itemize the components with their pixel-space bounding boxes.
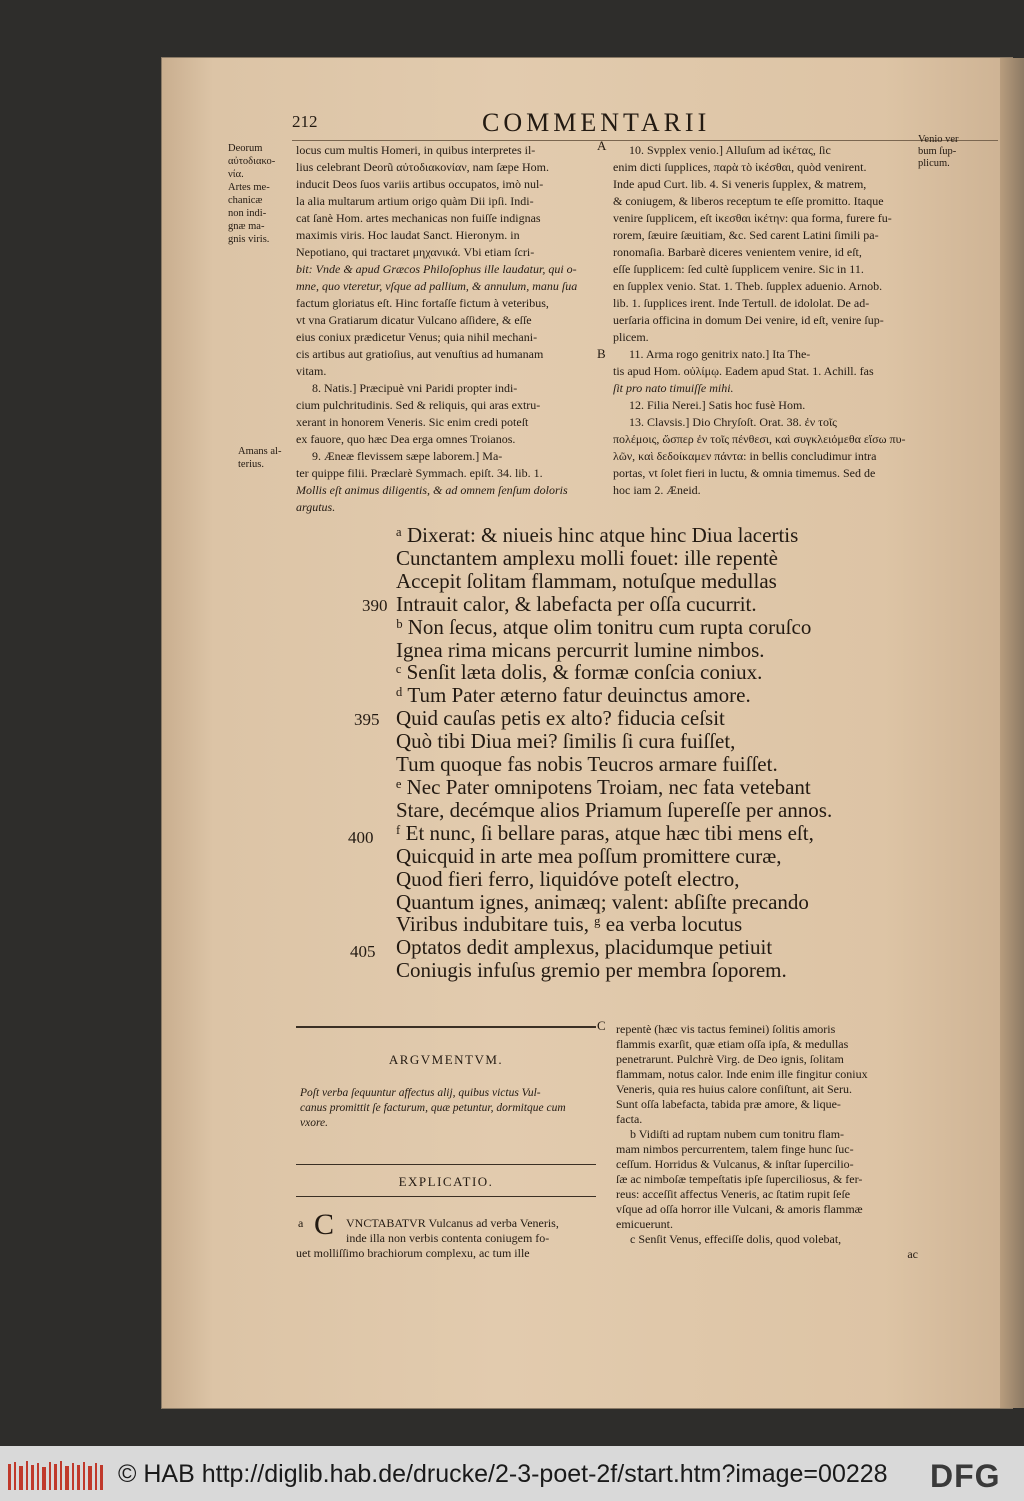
text-line: en ſupplex venio. Stat. 1. Theb. ſupplex aduenio. Arnob.	[613, 279, 883, 293]
text-line: canus promittit ſe facturum, quæ petuntur, dormitque cum	[300, 1102, 566, 1114]
text-line: b Vidiſti ad ruptam nubem cum tonitru flam-	[630, 1127, 845, 1141]
text-line: rorem, ſæuire ſæuitiam, &c. Sed carent Latini ſimili pa-	[613, 228, 879, 242]
note-line: plicum.	[918, 158, 950, 169]
text-line: 8. Natis.] Præcipuè vni Paridi propter indi-	[312, 381, 518, 395]
text-line: flammam, notus calor. Inde enim ille fingitur coniux	[616, 1067, 868, 1081]
page-number: 212	[292, 112, 318, 131]
text-line: ter quippe filii. Præclarè Symmach. epiſt. 34. lib. 1.	[296, 466, 543, 480]
verse-line: Intrauit calor, & labefacta per oſſa cucurrit.	[396, 591, 757, 616]
note-line: Venio ver	[918, 134, 959, 145]
margin-letter-c: C	[597, 1018, 606, 1033]
verse-line: ᵇ Non ſecus, atque olim tonitru cum rupta coruſco	[396, 614, 812, 639]
text-line: vſque ad oſſa horror ille Vulcani, & amoris flammæ	[616, 1202, 863, 1216]
verse-line: ᶠ Et nunc, ſi bellare paras, atque hæc tibi mens eſt,	[396, 820, 814, 845]
verse-line: ᶜ Senſit læta dolis, & formæ conſcia coniux.	[396, 660, 763, 685]
head-rule	[292, 140, 998, 141]
text-line: cium pulchritudinis. Sed & reliquis, qui aras extru-	[296, 398, 541, 412]
note-line: Amans al-	[238, 446, 282, 457]
text-line: vt vna Gratiarum dicatur Vulcano aſſidere, & eſſe	[296, 313, 532, 327]
text-line: reus: acceſſit affectus Veneris, ac ſtatim rupit ſeſe	[616, 1187, 851, 1201]
explicatio-text	[296, 1216, 596, 1261]
text-line: flammis exarſit, quæ etiam oſſa ipſa, & medullas	[616, 1037, 849, 1051]
text-line: uet molliſſimo brachiorum complexu, ac tum ille	[296, 1246, 530, 1260]
text-line: maximis viris. Hoc laudat Sanct. Hieronym. in	[296, 228, 520, 242]
note-line: terius.	[238, 459, 264, 470]
text-line: inducit Deos ſuos variis artibus occupatos, imò nul-	[296, 177, 544, 191]
page-spine	[1000, 58, 1024, 1408]
verse-line: Quid cauſas petis ex alto? fiducia ceſsit	[396, 706, 725, 731]
text-line: facta.	[616, 1112, 643, 1126]
left-margin-note-deorum	[228, 142, 292, 246]
text-line: ex fauore, quo hæc Dea erga omnes Troianos.	[296, 432, 516, 446]
text-line: plicem.	[613, 330, 649, 344]
text-line: la alia multarum artium origo quàm Dii ipſi. Indi-	[296, 194, 534, 208]
section-rule	[296, 1026, 596, 1028]
text-line: 12. Filia Nerei.] Satis hoc fusè Hom.	[629, 398, 806, 412]
verse-line: Quò tibi Diua mei? ſimilis ſi cura fuiſſet,	[396, 729, 736, 754]
text-line: VNCTABATVR Vulcanus ad verba Veneris,	[346, 1216, 559, 1230]
text-line: ſit pro nato timuiſſe mihi.	[613, 381, 734, 395]
text-line: cis artibus aut gratioſius, aut venuſtius ad humanam	[296, 347, 544, 361]
text-line: eius coniux prædicetur Venus; quia nihil mechani-	[296, 330, 538, 344]
barcode-icon	[8, 1460, 104, 1492]
text-line: vxore.	[300, 1117, 328, 1129]
verse-line: ᵉ Nec Pater omnipotens Troiam, nec fata vetebant	[396, 774, 811, 799]
text-line: λῶν, καὶ δεδοίκαμεν πάντα: in bellis concludimur intra	[613, 449, 877, 463]
margin-letter-b: B	[597, 346, 606, 361]
text-line: hoc iam 2. Æneid.	[613, 483, 701, 497]
verse-line: Stare, decémque alios Priamum ſupereſſe per annos.	[396, 797, 833, 822]
text-line: bit: Vnde & apud Græcos Philoſophus ille laudatur, qui o-	[296, 262, 577, 276]
note-line: Deorum	[228, 143, 263, 154]
note-line: νία.	[228, 169, 244, 180]
text-line: portas, vt ſolet fieri in luctu, & omnia timemus. Sed de	[613, 466, 876, 480]
verse-line: Ignea rima micans percurrit lumine nimbos.	[396, 637, 765, 662]
verse-line: Optatos dedit amplexus, placidumque petiuit	[396, 935, 773, 960]
note-line: αὐτοδιακο-	[228, 156, 276, 167]
text-line: ceſſum. Horridus & Vulcanus, & inſtar ſupercilio-	[616, 1157, 854, 1171]
text-line: Nepotiano, qui tractaret μηχανικά. Vbi etiam ſcri-	[296, 245, 535, 259]
commentary-right-lower	[616, 1022, 918, 1262]
text-line: Poſt verba ſequuntur affectus alij, quibus victus Vul-	[300, 1087, 541, 1099]
verse-number: 405	[350, 942, 376, 961]
text-line: Mollis eſt animus diligentis, & ad omnem ſenſum doloris	[296, 483, 568, 497]
text-line: lius celebrant Deorũ αὐτοδιακονίαν, nam ſæpe Hom.	[296, 160, 549, 174]
text-line: Veneris, quia res huius calore conſiſtunt, ait Seru.	[616, 1082, 852, 1096]
note-line: chanicæ	[228, 195, 263, 206]
note-line: non indi-	[228, 208, 267, 219]
verse-line: Tum quoque fas nobis Teucros armare fuiſſet.	[396, 752, 778, 777]
commentary-right-column	[613, 142, 918, 499]
text-line: vitam.	[296, 364, 327, 378]
right-margin-note	[918, 134, 998, 170]
running-head: COMMENTARII	[482, 108, 711, 137]
text-line: πολέμοις, ὥσπερ ἐν τοῖς πένθεσι, καὶ συγκλειόμεθα εἴσω πυ-	[613, 432, 906, 446]
text-line: 13. Clavsis.] Dio Chryſoſt. Orat. 38. ἐν τοῖς	[629, 415, 837, 429]
drop-cap: C	[314, 1208, 335, 1241]
text-line: eſſe ſupplicem: ſed cultè ſupplicem venire. Sic in 11.	[613, 262, 864, 276]
text-line: enim dicti ſupplices, παρὰ τὸ ἱκέσθαι, quòd venirent.	[613, 160, 867, 174]
verse-line: Quod fieri ferro, liquidóve poteſt electro,	[396, 866, 740, 891]
note-line: gnis viris.	[228, 234, 270, 245]
section-rule	[296, 1164, 596, 1165]
text-line: lib. 1. ſupplices irent. Inde Tertull. de idololat. De ad-	[613, 296, 870, 310]
verse-line: Quicquid in arte mea poſſum promittere curæ,	[396, 843, 782, 868]
text-line: Sunt oſſa labefacta, tabida præ amore, & lique-	[616, 1097, 841, 1111]
text-line: Inde apud Curt. lib. 4. Si veneris ſupplex, & matrem,	[613, 177, 867, 191]
text-line: mne, quo vteretur, vſque ad pallium, & annulum, manu ſua	[296, 279, 578, 293]
text-line: ronomaſia. Barbarè diceres venientem venire, id eſt,	[613, 245, 862, 259]
text-line: repentè (hæc vis tactus feminei) ſolitis amoris	[616, 1022, 836, 1036]
text-line: ac	[907, 1247, 918, 1261]
text-line: argutus.	[296, 500, 336, 514]
verse-line: Cunctantem amplexu molli fouet: ille repentè	[396, 545, 778, 570]
text-line: factum gloriatus eſt. Hinc fortaſſe fictum à veteribus,	[296, 296, 549, 310]
text-line: xerant in honorem Veneris. Sic enim credi poteſt	[296, 415, 529, 429]
text-line: c Senſit Venus, effeciſſe dolis, quod volebat,	[630, 1232, 842, 1246]
text-line: locus cum multis Homeri, in quibus interpretes il-	[296, 143, 536, 157]
verse-line: Viribus indubitare tuis, ᵍ ea verba locutus	[396, 912, 743, 937]
verse-number: 390	[362, 596, 388, 615]
text-line: ſæ ac nimboſæ tempeſtatis ipſe ſuperciliosus, & fer-	[616, 1172, 863, 1186]
explicatio-marker: a	[298, 1216, 304, 1230]
text-line: inde illa non verbis contenta coniugem fo-	[346, 1231, 550, 1245]
text-line: 9. Æneæ flevissem sæpe laborem.] Ma-	[312, 449, 503, 463]
note-line: Artes me-	[228, 182, 270, 193]
text-line: & coniugem, & liberos receptum te eſſe promitto. Itaque	[613, 194, 884, 208]
text-line: tis apud Hom. οὐλίμῳ. Eadem apud Stat. 1. Achill. fas	[613, 364, 874, 378]
text-line: penetrarunt. Pulchrè Virg. de Deo ignis, ſolitam	[616, 1052, 844, 1066]
margin-letter-a: A	[597, 138, 607, 153]
verse-line: Coniugis infuſus gremio per membra ſoporem.	[396, 958, 787, 983]
argumentum-title: ARGVMENTVM.	[388, 1052, 504, 1067]
copyright-link[interactable]: © HAB http://diglib.hab.de/drucke/2-3-poet-2f/start.htm?image=00228	[118, 1460, 888, 1488]
argumentum-text	[300, 1086, 595, 1131]
verse-line: Accepit ſolitam flammam, notuſque medullas	[396, 568, 777, 593]
left-margin-note-amans	[238, 445, 294, 471]
verse-line: ᵈ Tum Pater æterno fatur deuinctus amore.	[396, 683, 751, 708]
verse-number: 400	[348, 828, 374, 847]
text-line: uerſaria officina in domum Dei venire, id eſt, venire ſup-	[613, 313, 884, 327]
text-line: emicuerunt.	[616, 1217, 673, 1231]
text-line: venire ſupplicem, eſt ἱκεσθαι ἱκέτην: qua forma, furere fu-	[613, 211, 892, 225]
verse-line: ᵃ Dixerat: & niueis hinc atque hinc Diua lacertis	[396, 523, 799, 547]
note-line: gnæ ma-	[228, 221, 265, 232]
verse-line: Quantum ignes, animæq; valent: abſiſte precando	[396, 889, 809, 914]
text-line: mam nimbos percurrentem, talem finge hunc ſuc-	[616, 1142, 854, 1156]
section-rule	[296, 1196, 596, 1197]
explicatio-title: EXPLICATIO.	[398, 1174, 494, 1189]
text-line: 11. Arma rogo genitrix nato.] Ita The-	[629, 347, 811, 361]
text-line: 10. Svpplex venio.] Alluſum ad ἱκέτας, ſic	[629, 143, 831, 157]
text-line: cat ſanè Hom. artes mechanicas non fuiſſe indignas	[296, 211, 541, 225]
dfg-logo: DFG	[930, 1458, 1001, 1494]
note-line: bum ſup-	[918, 146, 957, 157]
verse-number: 395	[354, 710, 380, 729]
verse-block	[396, 524, 876, 982]
commentary-left-column	[296, 142, 596, 516]
